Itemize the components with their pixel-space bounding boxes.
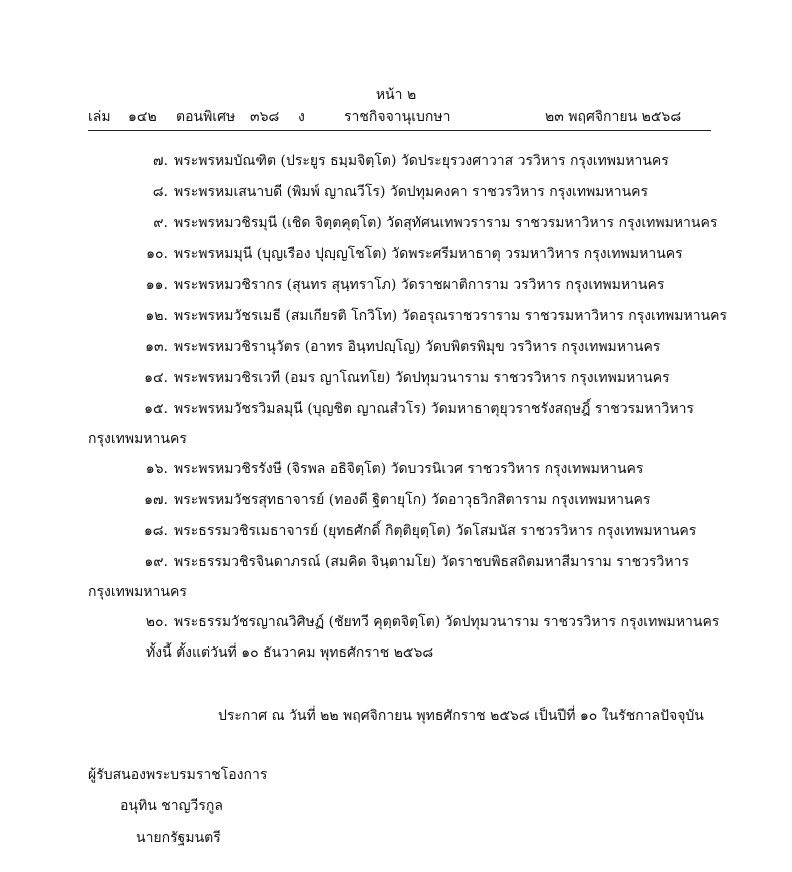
volume-number: ๑๔๒ bbox=[128, 109, 157, 125]
item-number: ๑๙. bbox=[144, 554, 168, 570]
item-text: พระพรหมวัชรเมธี (สมเกียรติ โกวิโท) วัดอรุณราชวราราม ราชวรมหาวิหาร กรุงเทพมหานคร bbox=[174, 308, 728, 324]
signatory-name: อนุทิน ชาญวีรกูล bbox=[120, 798, 223, 814]
item-text: พระธรรมวัชรญาณวิศิษฏ์ (ชัยทวี คุตฺตจิตฺโต) วัดปทุมวนาราม ราชวรวิหาร กรุงเทพมหานคร bbox=[174, 614, 720, 630]
item-number: ๑๖. bbox=[145, 461, 168, 477]
item-text: พระพรหมวัชรวิมลมุนี (บุญชิต ญาณสํวโร) วัดมหาธาตุยุวราชรังสฤษฎิ์ ราชวรมหาวิหาร bbox=[174, 401, 694, 417]
item-text: พระธรรมวชิรจินดาภรณ์ (สมคิด จินฺตามโย) วัดราชบพิธสถิตมหาสีมาราม ราชวรวิหาร bbox=[174, 554, 689, 570]
gazette-title: ราชกิจจานุเบกษา bbox=[344, 109, 451, 125]
item-number: ๑๔. bbox=[144, 370, 168, 386]
item-text: พระพรหมมุนี (บุญเรือง ปุญฺญโชโต) วัดพระศรีมหาธาตุ วรมหาวิหาร กรุงเทพมหานคร bbox=[174, 246, 683, 262]
item-number: ๘. bbox=[152, 184, 168, 200]
gazette-date: ๒๓ พฤศจิกายน ๒๕๖๘ bbox=[545, 109, 682, 125]
item-number: ๑๓. bbox=[145, 339, 168, 355]
signatory-title: นายกรัฐมนตรี bbox=[136, 830, 221, 846]
item-number: ๑๒. bbox=[145, 308, 168, 324]
item-text: พระพรหมวชิรเวที (อมร ญาโณทโย) วัดปทุมวนาราม ราชวรวิหาร กรุงเทพมหานคร bbox=[174, 370, 670, 386]
countersign-label: ผู้รับสนองพระบรมราชโองการ bbox=[88, 767, 268, 783]
item-text: พระพรหมบัณฑิต (ประยูร ธมฺมจิตฺโต) วัดประยุรวงศาวาส วรวิหาร กรุงเทพมหานคร bbox=[174, 153, 669, 169]
item-text: พระพรหมวชิรรังษี (จิรพล อธิจิตฺโต) วัดบวรนิเวศ ราชวรวิหาร กรุงเทพมหานคร bbox=[174, 461, 644, 477]
section-number: ๓๖๘ bbox=[250, 109, 280, 125]
header-divider bbox=[88, 130, 711, 131]
item-text: พระพรหมเสนาบดี (พิมพ์ ญาณวีโร) วัดปทุมคงคา ราชวรวิหาร กรุงเทพมหานคร bbox=[174, 184, 649, 200]
section-label: ตอนพิเศษ bbox=[176, 109, 236, 125]
page-number: หน้า ๒ bbox=[375, 87, 417, 103]
item-number: ๑๑. bbox=[145, 277, 168, 293]
item-number: ๑๕. bbox=[144, 401, 168, 417]
volume-label: เล่ม bbox=[88, 109, 111, 125]
item-text: พระพรหมวชิรากร (สุนทร สุนฺทราโภ) วัดราชผาติการาม วรวิหาร กรุงเทพมหานคร bbox=[174, 277, 665, 293]
item-text: พระพรหมวัชรสุทธาจารย์ (ทองดี ฐิตายุโก) วัดอาวุธวิกสิตาราม กรุงเทพมหานคร bbox=[174, 492, 651, 508]
item-text: พระธรรมวชิรเมธาจารย์ (ยุทธศักดิ์ กิตฺติยุตฺโต) วัดโสมนัส ราชวรวิหาร กรุงเทพมหานคร bbox=[174, 523, 697, 539]
item-number: ๑๘. bbox=[143, 523, 168, 539]
item-number: ๒๐. bbox=[145, 614, 168, 630]
item-number: ๑๐. bbox=[146, 246, 168, 262]
item-number: ๗. bbox=[153, 153, 168, 169]
item-number: ๑๗. bbox=[144, 492, 168, 508]
item-text-continuation: กรุงเทพมหานคร bbox=[88, 584, 187, 600]
section-letter: ง bbox=[298, 109, 305, 125]
effective-date: ทั้งนี้ ตั้งแต่วันที่ ๑๐ ธันวาคม พุทธศักราช ๒๕๖๘ bbox=[146, 645, 434, 661]
proclamation-date: ประกาศ ณ วันที่ ๒๒ พฤศจิกายน พุทธศักราช ๒๕๖๘ เป็นปีที่ ๑๐ ในรัชกาลปัจจุบัน bbox=[218, 708, 704, 724]
item-text: พระพรหมวชิรมุนี (เชิด จิตฺตคุตฺโต) วัดสุทัศนเทพวราราม ราชวรมหาวิหาร กรุงเทพมหานคร bbox=[174, 215, 718, 231]
item-number: ๙. bbox=[153, 215, 168, 231]
item-text: พระพรหมวชิรานุวัตร (อาทร อินฺทปญฺโญ) วัดบพิตรพิมุข วรวิหาร กรุงเทพมหานคร bbox=[174, 339, 661, 355]
item-text-continuation: กรุงเทพมหานคร bbox=[88, 431, 187, 447]
